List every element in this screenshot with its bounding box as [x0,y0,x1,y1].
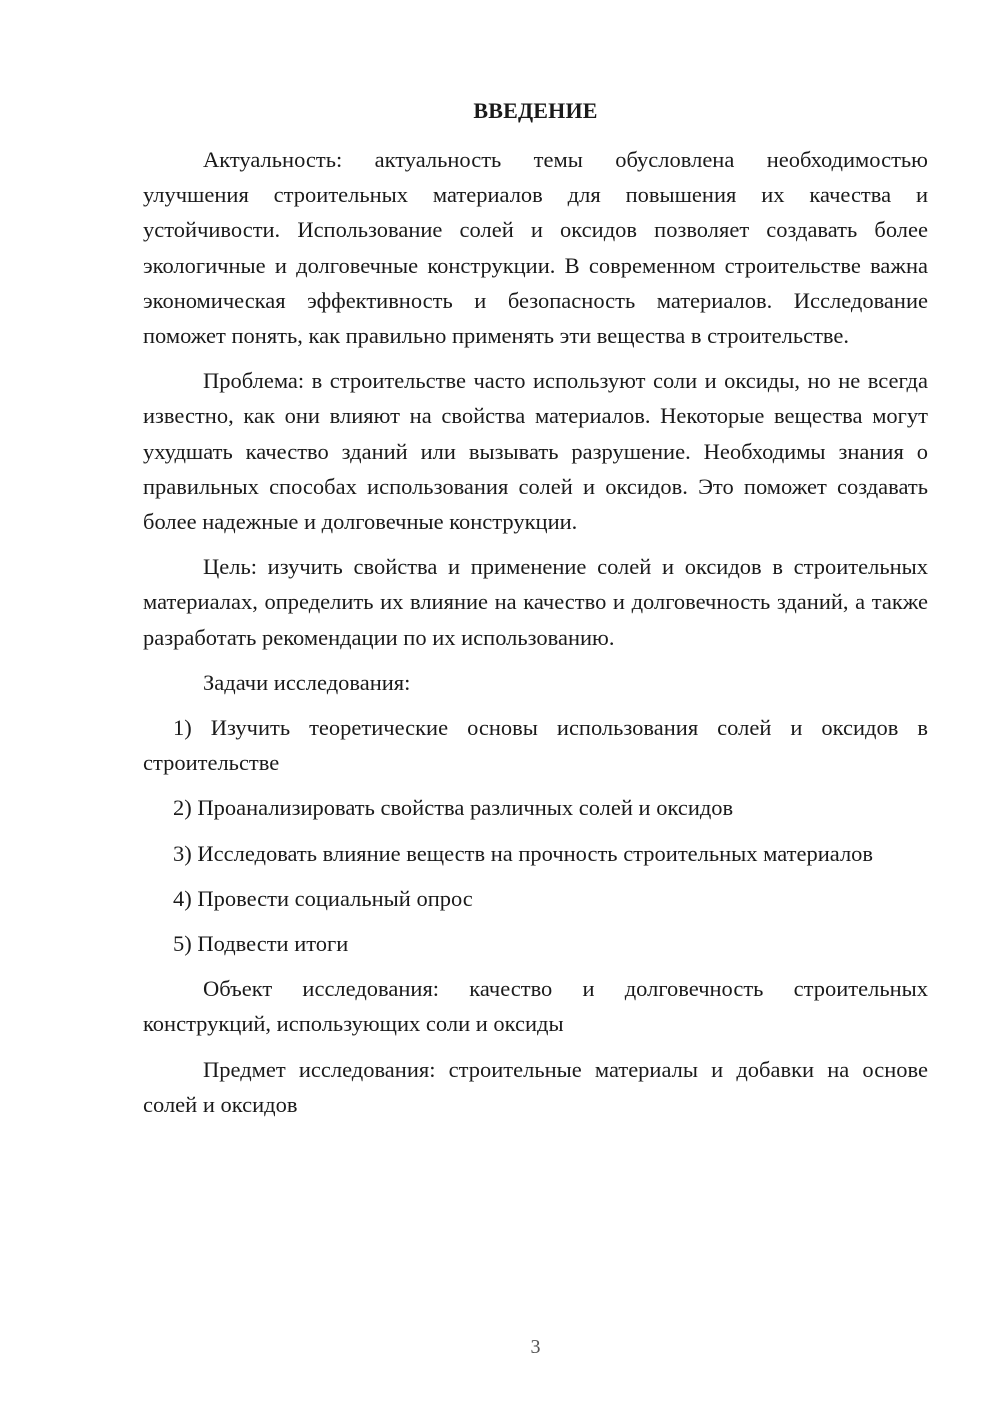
paragraph-goal: Цель: изучить свойства и применение солей и оксидов в строительных материалах, определить их влияние на качество и долговечность зданий, а также разработать рекомендации по их использованию. [143,554,928,650]
paragraph-tasks-title: Задачи исследования: [203,669,411,695]
page-number: 3 [530,1336,541,1358]
task-item-1: 1) Изучить теоретические основы использования солей и оксидов в строительстве [143,715,928,776]
document-body [143,142,928,1132]
paragraph-problem: Проблема: в строительстве часто используют соли и оксиды, но не всегда известно, как они влияют на свойства материалов. Некоторые вещества могут ухудшать качество зданий или вызывать разрушение. Необходимы знания о правильных способах использования солей и оксидов. Это поможет создавать более надежные и долговечные конструкции. [143,368,928,535]
paragraph-subject: Предмет исследования: строительные материалы и добавки на основе солей и оксидов [143,1056,928,1117]
paragraph-relevance: Актуальность: актуальность темы обусловлена необходимостью улучшения строительных материалов для повышения их качества и устойчивости. Использование солей и оксидов позволяет создавать более экологичные и долговечные конструкции. В современном строительстве важна экономическая эффективность и безопасность материалов. Исследование поможет понять, как правильно применять эти вещества в строительстве. [143,147,928,349]
task-item-5: 5) Подвести итоги [173,931,349,957]
page-title: ВВЕДЕНИЕ [473,98,598,123]
paragraph-object: Объект исследования: качество и долговечность строительных конструкций, использующих соли и оксиды [143,976,928,1037]
task-item-4: 4) Провести социальный опрос [173,885,473,911]
task-item-3: 3) Исследовать влияние веществ на прочность строительных материалов [173,840,874,866]
task-item-2: 2) Проанализировать свойства различных солей и оксидов [173,795,734,821]
